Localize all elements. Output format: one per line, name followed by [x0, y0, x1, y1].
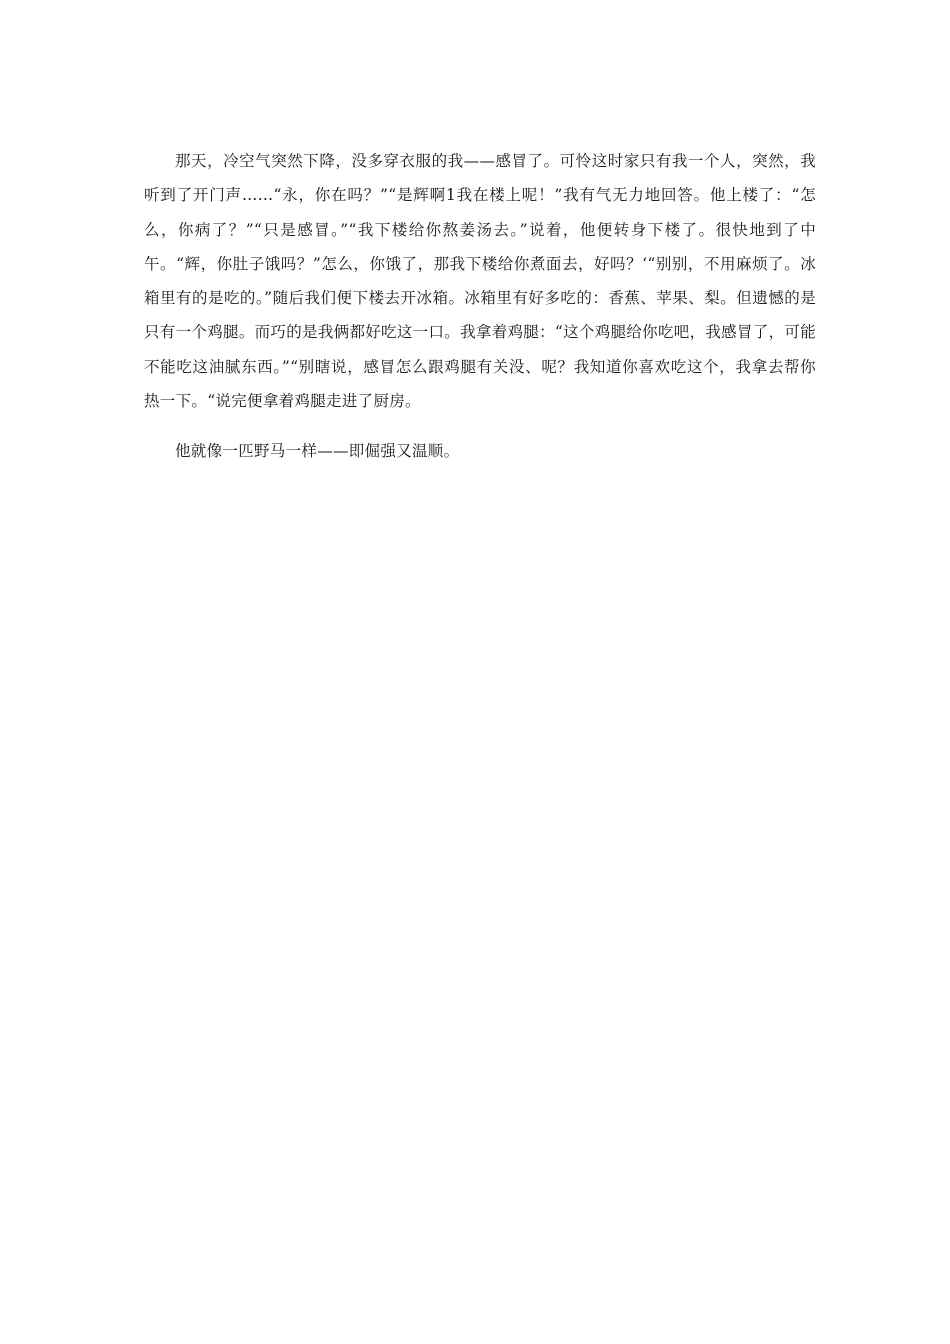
paragraph-conclusion: 他就像一匹野马一样——即倔强又温顺。 [175, 442, 460, 461]
paragraph-story: 那天，冷空气突然下降，没多穿衣服的我——感冒了。可怜这时家只有我一个人，突然，我听到了开门声……“永，你在吗？”“是辉啊1我在楼上呢！”我有气无力地回答。他上楼了：“怎么，你病了？”“只是感冒。”“我下楼给你熬姜汤去。”说着，他便转身下楼了。很快地到了中午。“辉，你肚子饿吗？”怎么，你饿了，那我下楼给你煮面去，好吗？‘“别别，不用麻烦了。冰箱里有的是吃的。”随后我们便下楼去开冰箱。冰箱里有好多吃的：香蕉、苹果、梨。但遗憾的是只有一个鸡腿。而巧的是我俩都好吃这一口。我拿着鸡腿：“这个鸡腿给你吃吧，我感冒了，可能不能吃这油腻东西。”“别瞎说，感冒怎么跟鸡腿有关没、呢？我知道你喜欢吃这个，我拿去帮你热一下。“说完便拿着鸡腿走进了厨房。 [144, 152, 816, 411]
document-body [144, 144, 816, 469]
